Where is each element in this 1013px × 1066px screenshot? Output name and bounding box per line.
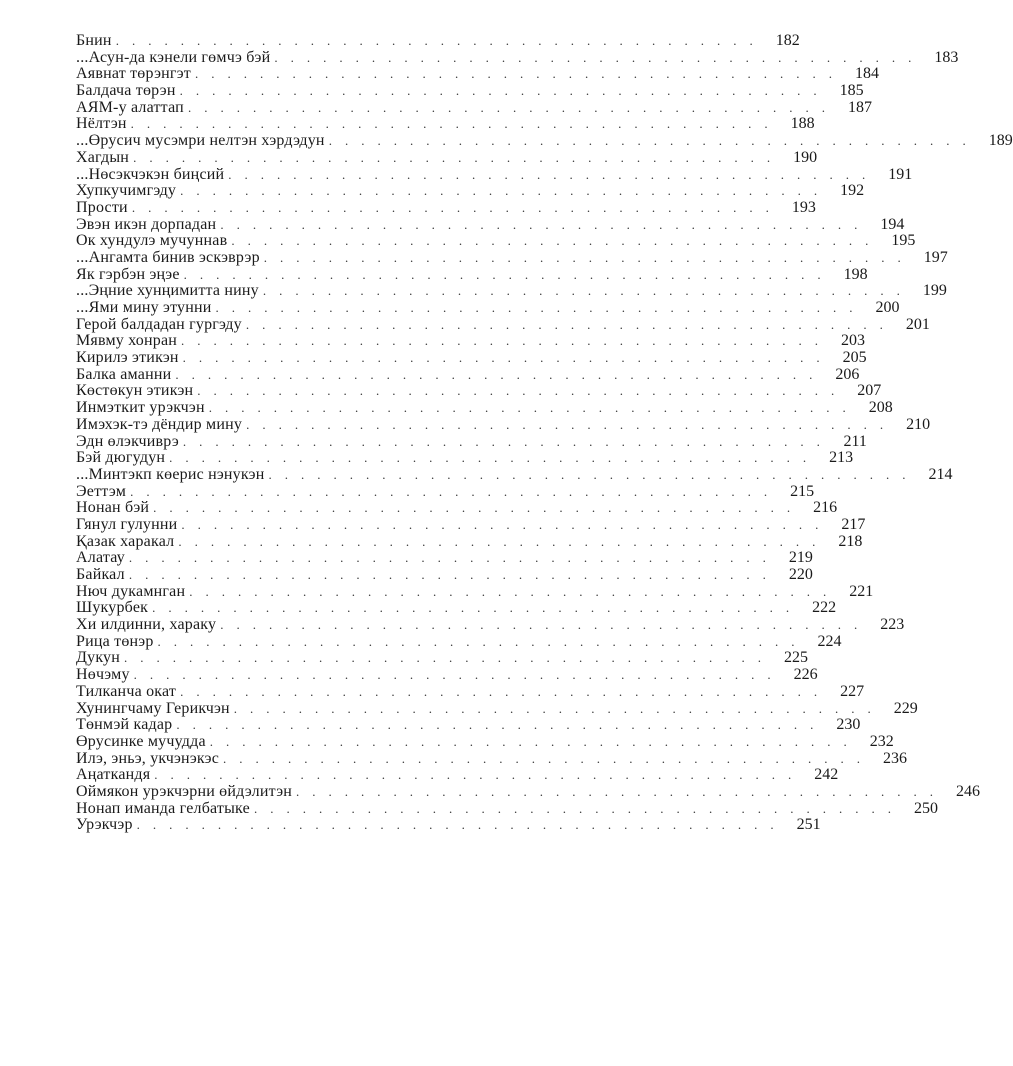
toc-entry-title: Төнмэй кадар <box>76 716 173 734</box>
toc-entry-page-number: 207 <box>857 382 882 400</box>
toc-entry-page-number: 225 <box>784 649 809 667</box>
toc-entry-page-number: 214 <box>928 465 953 483</box>
toc-entry <box>76 482 815 501</box>
toc-entry-title: Имэхэк-тэ дёндир мину <box>76 415 243 433</box>
dot-leader: ........................................ <box>223 750 874 766</box>
dot-leader: ........................................ <box>180 683 831 699</box>
toc-entry-page-number: 221 <box>849 582 874 600</box>
toc-entry <box>76 399 893 417</box>
toc-entry <box>76 449 854 467</box>
toc-entry <box>76 299 900 317</box>
toc-entry-title: Аявнат төрэнгэт <box>76 65 191 83</box>
toc-entry-title: Хупкучимгэду <box>76 182 177 200</box>
toc-entry-title: Көстөкун этикэн <box>76 382 194 400</box>
toc-entry-title: АЯМ-у алаттап <box>76 98 184 116</box>
toc-entry-page-number: 193 <box>791 198 816 216</box>
dot-leader: ........................................ <box>182 433 833 449</box>
toc-entry <box>76 332 866 350</box>
toc-entry-title: Эвэн икэн дорпадан <box>76 215 217 233</box>
toc-entry <box>76 215 905 234</box>
toc-entry <box>76 415 931 434</box>
toc-entry <box>76 65 879 83</box>
dot-leader: ........................................ <box>124 650 775 666</box>
toc-entry <box>76 766 839 784</box>
toc-entry-page-number: 236 <box>883 749 908 767</box>
toc-entry-page-number: 189 <box>988 132 1013 150</box>
dot-leader: ........................................ <box>215 300 866 315</box>
dot-leader: ........................................ <box>154 767 805 783</box>
toc-entry-page-number: 246 <box>956 782 981 800</box>
toc-entry-title: Урэкчэр <box>76 816 133 834</box>
toc-entry <box>76 98 872 117</box>
dot-leader: ........................................ <box>157 633 808 649</box>
toc-entry-title: Нонан бэй <box>76 499 150 517</box>
toc-entry <box>76 816 821 834</box>
toc-entry-title: Нюч дукамнган <box>76 582 186 600</box>
dot-leader: ........................................ <box>209 733 860 749</box>
dot-leader: ........................................ <box>130 483 781 499</box>
dot-leader: ........................................ <box>180 183 831 199</box>
toc-entry <box>76 48 959 67</box>
dot-leader: ........................................ <box>153 500 804 516</box>
dot-leader: ........................................ <box>183 266 834 282</box>
dot-leader: ........................................ <box>178 533 829 549</box>
dot-leader: ........................................ <box>115 33 766 48</box>
toc-entry <box>76 666 818 684</box>
toc-entry-page-number: 250 <box>913 799 938 817</box>
toc-entry-page-number: 224 <box>817 632 842 650</box>
toc-entry <box>76 82 864 100</box>
dot-leader: ........................................ <box>181 516 832 532</box>
toc-entry-page-number: 198 <box>843 265 868 283</box>
toc-entry <box>76 716 861 734</box>
toc-entry-title: Як гэрбэн эңэе <box>76 265 180 283</box>
toc-entry <box>76 549 813 567</box>
toc-entry-title: Бнин <box>76 32 112 49</box>
toc-entry <box>76 382 882 400</box>
toc-entry <box>76 582 874 601</box>
toc-entry-page-number: 220 <box>788 566 813 583</box>
dot-leader: ........................................ <box>220 617 871 633</box>
toc-entry-title: ...Асун-да кэнели гөмчэ бэй <box>76 48 271 66</box>
toc-entry <box>76 515 866 534</box>
toc-entry <box>76 682 865 701</box>
toc-entry <box>76 749 908 768</box>
toc-entry <box>76 182 865 200</box>
dot-leader: ........................................ <box>130 116 781 132</box>
dot-leader: ........................................ <box>194 66 845 82</box>
toc-entry-title: Инмэткит урэкчэн <box>76 399 205 417</box>
toc-entry-page-number: 194 <box>880 215 905 233</box>
dot-leader: ........................................ <box>179 83 830 99</box>
toc-entry-page-number: 185 <box>839 82 864 100</box>
toc-entry-page-number: 215 <box>790 482 815 500</box>
toc-entry-title: Қазак харакал <box>76 532 175 550</box>
toc-entry <box>76 115 815 133</box>
toc-entry-page-number: 201 <box>905 315 930 333</box>
toc-entry-title: ...Нөсэкчэкэн биңсий <box>76 165 225 183</box>
dot-leader: ........................................ <box>328 133 979 149</box>
toc-entry-page-number: 200 <box>875 299 900 316</box>
toc-entry-page-number: 213 <box>829 449 854 467</box>
dot-leader: ........................................ <box>133 667 784 683</box>
dot-leader: ........................................ <box>189 583 840 599</box>
toc-entry-page-number: 217 <box>841 515 866 533</box>
toc-entry <box>76 649 809 667</box>
toc-entry-title: Гянул гулунни <box>76 515 178 533</box>
toc-entry-title: Тилканча окат <box>76 682 177 700</box>
toc-entry-page-number: 211 <box>843 432 867 450</box>
toc-entry-title: Нёлтэн <box>76 115 127 133</box>
toc-entry-page-number: 191 <box>888 165 913 183</box>
toc-entry-page-number: 183 <box>934 48 959 66</box>
toc-entry-title: Аңаткандя <box>76 766 151 784</box>
toc-entry-page-number: 187 <box>847 98 872 116</box>
dot-leader: ........................................ <box>220 216 871 232</box>
toc-entry <box>76 566 813 584</box>
toc-entry <box>76 265 868 284</box>
toc-entry <box>76 532 863 551</box>
toc-entry <box>76 632 842 651</box>
dot-leader: ........................................ <box>136 817 787 833</box>
toc-entry-title: ...Ангамта бинив эскэврэр <box>76 248 260 266</box>
toc-entry-title: Бэй дюгудун <box>76 449 166 467</box>
dot-leader: ........................................ <box>131 199 782 215</box>
toc-entry-title: Оймякон урэкчэрни өйдэлитэн <box>76 782 293 800</box>
dot-leader: ........................................ <box>152 600 803 616</box>
toc-entry-page-number: 206 <box>835 365 860 383</box>
toc-entry-title: Кирилэ этикэн <box>76 349 179 367</box>
toc-entry-page-number: 242 <box>814 766 839 784</box>
toc-entry-title: Эеттэм <box>76 482 127 500</box>
toc-entry-title: Байкал <box>76 566 125 583</box>
dot-leader: ........................................ <box>263 249 914 265</box>
toc-entry-page-number: 197 <box>923 248 948 266</box>
toc-entry-title: Шукурбек <box>76 599 149 617</box>
toc-entry-title: ...Ями мину этунни <box>76 299 212 316</box>
toc-entry-page-number: 222 <box>812 599 837 617</box>
toc-entry <box>76 799 938 818</box>
toc-entry-page-number: 218 <box>838 532 863 550</box>
toc-entry-page-number: 227 <box>840 682 865 700</box>
toc-entry-title: Нөчэму <box>76 666 130 684</box>
dot-leader: ........................................ <box>187 99 838 115</box>
toc-entry-page-number: 216 <box>813 499 838 517</box>
toc-entry-page-number: 195 <box>891 232 916 250</box>
toc-entry-page-number: 205 <box>842 349 867 367</box>
toc-entry-title: Дукун <box>76 649 121 667</box>
toc-entry-page-number: 232 <box>869 732 894 750</box>
dot-leader: ........................................ <box>274 49 925 65</box>
dot-leader: ........................................ <box>128 550 779 566</box>
toc-entry-title: Ок хундулэ мучуннав <box>76 232 228 250</box>
toc-entry-title: Балдача төрэн <box>76 82 176 100</box>
toc-entry-title: ...Минтэкп көерис нэнукэн <box>76 465 265 483</box>
toc-entry-title: Хи илдинни, хараку <box>76 616 217 634</box>
toc-entry <box>76 599 837 617</box>
toc-entry <box>76 232 916 250</box>
toc-entry-title: ...Эңние хунңимитта нину <box>76 282 259 300</box>
toc-entry <box>76 282 947 300</box>
toc-entry <box>76 365 860 384</box>
toc-entry-page-number: 188 <box>790 115 815 133</box>
toc-entry-page-number: 203 <box>841 332 866 350</box>
toc-entry-page-number: 230 <box>836 716 861 734</box>
toc-entry-page-number: 190 <box>793 148 818 166</box>
dot-leader: ........................................ <box>176 717 827 733</box>
toc-entry-title: Герой балдадан гургэду <box>76 315 242 333</box>
dot-leader: ........................................ <box>228 166 879 182</box>
toc-entry <box>76 616 905 634</box>
toc-entry-page-number: 251 <box>796 816 821 834</box>
dot-leader: ........................................ <box>233 700 884 716</box>
dot-leader: ........................................ <box>175 366 826 382</box>
dot-leader: ........................................ <box>268 466 919 482</box>
toc-entry-page-number: 199 <box>922 282 947 300</box>
toc-entry <box>76 132 1013 150</box>
toc-entry-title: Илэ, эньэ, укчэнэкэс <box>76 749 220 767</box>
dot-leader: ........................................ <box>128 567 779 582</box>
toc-entry-title: Балка аманни <box>76 365 172 383</box>
toc-entry-page-number: 226 <box>793 666 818 684</box>
dot-leader: ........................................ <box>197 383 848 399</box>
toc-entry-title: Өрусинке мучудда <box>76 732 206 750</box>
dot-leader: ........................................ <box>262 283 913 299</box>
toc-entry <box>76 732 894 751</box>
dot-leader: ........................................ <box>208 400 859 416</box>
toc-entry <box>76 248 948 267</box>
dot-leader: ........................................ <box>245 316 896 332</box>
toc-entry-page-number: 208 <box>868 399 893 417</box>
dot-leader: ........................................ <box>169 450 820 466</box>
dot-leader: ........................................ <box>246 416 897 432</box>
toc-entry-page-number: 182 <box>775 32 800 49</box>
dot-leader: ........................................ <box>296 783 947 799</box>
toc-entry-title: Нонап иманда гелбатыке <box>76 799 250 817</box>
dot-leader: ........................................ <box>181 333 832 349</box>
toc-entry <box>76 782 981 801</box>
toc-entry <box>76 32 800 50</box>
toc-entry-title: Хунингчаму Герикчэн <box>76 699 230 717</box>
toc-entry-page-number: 219 <box>788 549 813 567</box>
toc-entry <box>76 699 918 718</box>
toc-entry <box>76 465 953 484</box>
toc-entry-title: Алатау <box>76 549 125 567</box>
toc-entry <box>76 349 867 367</box>
dot-leader: ........................................ <box>253 800 904 816</box>
toc-entry-title: Эдн өлэкчиврэ <box>76 432 179 450</box>
toc-entry-title: Хагдын <box>76 148 130 166</box>
table-of-contents <box>76 32 1013 834</box>
toc-entry-title: ...Өрусич мусэмри нелтэн хэрдэдун <box>76 132 325 150</box>
toc-entry <box>76 499 838 517</box>
dot-leader: ........................................ <box>231 233 882 249</box>
toc-entry-title: Прости <box>76 198 128 216</box>
toc-entry-page-number: 210 <box>906 415 931 433</box>
toc-entry <box>76 315 930 334</box>
dot-leader: ........................................ <box>182 350 833 366</box>
toc-entry <box>76 148 818 167</box>
toc-entry-page-number: 223 <box>880 616 905 634</box>
toc-entry-page-number: 184 <box>854 65 879 83</box>
toc-entry <box>76 198 816 217</box>
toc-entry <box>76 432 867 451</box>
toc-entry-page-number: 229 <box>893 699 918 717</box>
toc-entry-title: Мявму хонран <box>76 332 178 350</box>
dot-leader: ........................................ <box>133 149 784 165</box>
toc-entry <box>76 165 913 184</box>
toc-entry-page-number: 192 <box>840 182 865 200</box>
toc-entry-title: Рица төнэр <box>76 632 154 650</box>
